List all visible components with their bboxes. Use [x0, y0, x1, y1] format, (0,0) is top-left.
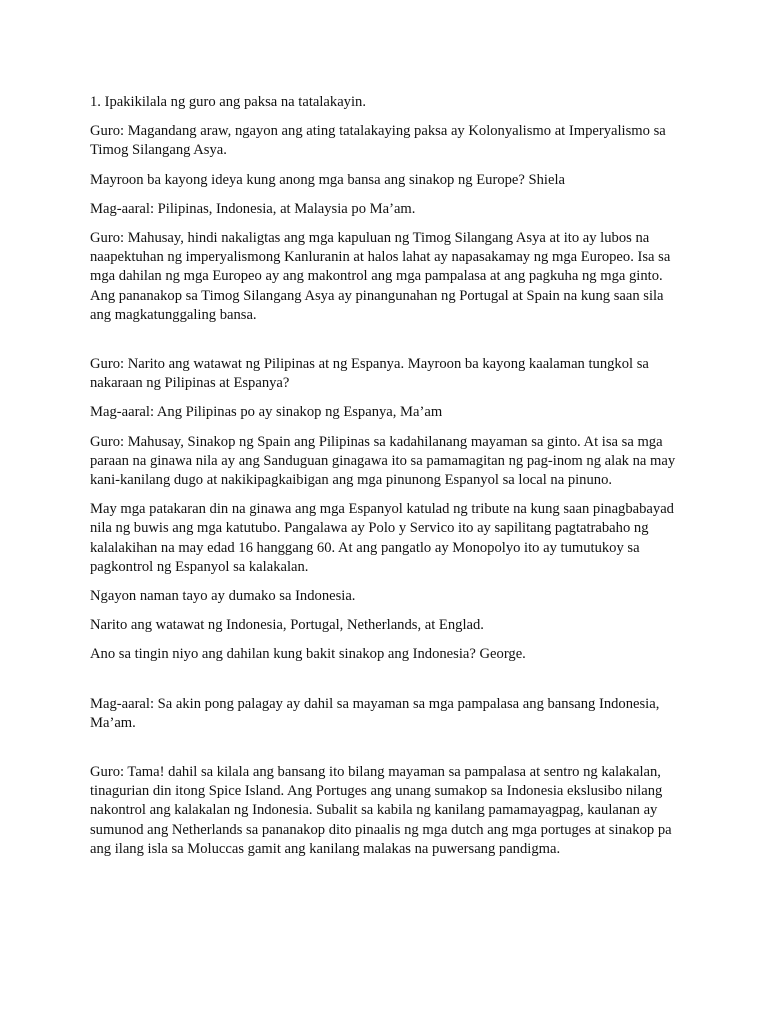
paragraph-lesson-step: 1. Ipakikilala ng guro ang paksa na tatalakayin.	[90, 94, 366, 110]
paragraph-student-answer-indonesia: Mag-aaral: Sa akin pong palagay ay dahil sa mayaman sa mga pampalasa ang bansang Indonesia, Ma’am.	[90, 695, 660, 731]
paragraph-teacher-greeting: Guro: Magandang araw, ngayon ang ating tatalakaying paksa ay Kolonyalismo at Imperyalismo sa Timog Silangang Asya.	[90, 123, 666, 159]
paragraph-indonesia-flags: Narito ang watawat ng Indonesia, Portugal, Netherlands, at Englad.	[90, 617, 484, 634]
paragraph-teacher-question: Mayroon ba kayong ideya kung anong mga bansa ang sinakop ng Europe? Shiela	[90, 171, 565, 188]
paragraph-student-answer-spain: Mag-aaral: Ang Pilipinas po ay sinakop ng Espanya, Ma’am	[90, 404, 443, 421]
document-body	[90, 93, 682, 869]
paragraph-teacher-explanation: Guro: Mahusay, hindi nakaligtas ang mga kapuluan ng Timog Silangang Asya at ito ay lubos na naapektuhan ng imperyalismong Kanluranin at halos lahat ay napasakamay ng mga Europeo. Isa sa mga dahilan ng mga Europeo ay ang makontrol ang mga pampalasa at ang pagkuha ng mga ginto. Ang pananakop sa Timog Silangang Asya ay pinangunahan ng Portugal at Spain na kung saan sila ang magkatunggaling bansa.	[90, 230, 671, 323]
paragraph-indonesia-question: Ano sa tingin niyo ang dahilan kung bakit sinakop ang Indonesia? George.	[90, 646, 526, 663]
paragraph-teacher-indonesia-explanation: Guro: Tama! dahil sa kilala ang bansang ito bilang mayaman sa pampalasa at sentro ng kalakalan, tinagurian din itong Spice Island. Ang Portuges ang unang sumakop sa Indonesia ekslusibo nilang nakontrol ang kalakalan ng Indonesia. Subalit sa kabila ng kanilang pamamayagpag, kaulanan ay sumunod ang Netherlands sa pananakop dito pinaalis ng mga dutch ang mga portuges at sinakop pa ang ilang isla sa Moluccas gamit ang kanilang malakas na puwersang pandigma.	[90, 764, 672, 857]
paragraph-student-answer: Mag-aaral: Pilipinas, Indonesia, at Malaysia po Ma’am.	[90, 200, 416, 217]
paragraph-teacher-spain-explanation: Guro: Mahusay, Sinakop ng Spain ang Pilipinas sa kadahilanang mayaman sa ginto. At isa sa mga paraan na ginawa nila ay ang Sanduguan ginagawa ito sa pamamagitan ng pag-inom ng alak na may kani-kanilang dugo at nakikipagkaibigan ang mga pinunong Espanyol sa local na pinuno.	[90, 433, 676, 489]
paragraph-teacher-flags-philippines-spain: Guro: Narito ang watawat ng Pilipinas at ng Espanya. Mayroon ba kayong kaalaman tungkol sa nakaraan ng Pilipinas at Espanya?	[90, 356, 649, 392]
paragraph-indonesia-intro: Ngayon naman tayo ay dumako sa Indonesia.	[90, 588, 356, 605]
paragraph-spanish-policies: May mga patakaran din na ginawa ang mga Espanyol katulad ng tribute na kung saan pinagbabayad nila ng buwis ang mga katutubo. Pangalawa ay Polo y Servico ito ay sapilitang pagtatrabaho ng kalalakihan na may edad 16 hanggang 60. At ang pangatlo ay Monopolyo ito ay tumutukoy sa pagkontrol ng Espanyol sa kalakalan.	[90, 501, 674, 575]
